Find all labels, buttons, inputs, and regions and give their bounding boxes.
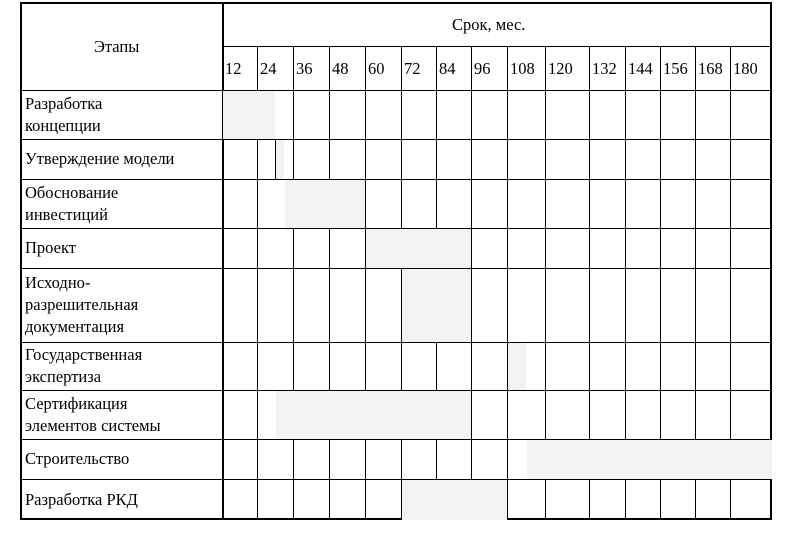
schedule-bar xyxy=(402,269,471,342)
month-column-line xyxy=(329,46,330,520)
schedule-bar xyxy=(508,343,526,390)
stage-label: Строительство xyxy=(25,449,130,468)
month-tick-label: 12 xyxy=(225,59,242,78)
month-column-line xyxy=(471,46,472,520)
schedule-bar xyxy=(276,140,284,179)
month-tick-label: 120 xyxy=(548,59,573,78)
month-tick-label: 84 xyxy=(439,59,456,78)
stage-label: Сертификация xyxy=(25,393,128,413)
month-column-line xyxy=(365,46,366,520)
stage-label: документация xyxy=(25,317,125,336)
month-tick-label: 36 xyxy=(296,59,313,78)
month-tick-label: 180 xyxy=(733,59,758,78)
gantt-table xyxy=(20,2,772,520)
stage-label: Обоснование xyxy=(25,182,119,202)
header-divider xyxy=(222,46,772,47)
month-tick-label: 156 xyxy=(663,59,688,78)
schedule-bar xyxy=(402,480,507,520)
stage-label: элементов системы xyxy=(25,415,161,435)
stage-label: Разработка РКД xyxy=(25,489,138,509)
table-border-left xyxy=(20,2,22,520)
schedule-bar xyxy=(285,180,365,228)
month-tick-label: 72 xyxy=(404,59,421,78)
schedule-bar xyxy=(527,440,772,479)
term-header: Срок, мес. xyxy=(452,15,526,34)
stage-label: Разработка xyxy=(25,93,103,113)
month-column-line xyxy=(293,46,294,520)
stage-label: Исходно- xyxy=(25,273,91,292)
stage-column-divider xyxy=(222,2,224,520)
month-tick-label: 132 xyxy=(592,59,617,78)
stage-label: Государственная xyxy=(25,345,143,364)
stage-label: экспертиза xyxy=(25,367,102,386)
month-tick-label: 144 xyxy=(628,59,653,78)
month-tick-label: 96 xyxy=(474,59,491,78)
month-tick-label: 168 xyxy=(698,59,723,78)
month-tick-label: 24 xyxy=(260,59,277,78)
month-tick-label: 48 xyxy=(332,59,349,78)
stage-label: концепции xyxy=(25,115,101,135)
month-tick-label: 108 xyxy=(510,59,535,78)
stages-header: Этапы xyxy=(94,37,140,56)
stage-label: разрешительная xyxy=(25,295,139,314)
month-column-line xyxy=(507,46,508,520)
schedule-bar xyxy=(366,229,471,268)
stage-label: инвестиций xyxy=(25,204,108,224)
schedule-bar xyxy=(223,91,275,139)
stage-label: Утверждение модели xyxy=(25,149,175,168)
table-border-top xyxy=(20,2,772,4)
schedule-bar xyxy=(276,391,471,439)
month-tick-label: 60 xyxy=(368,59,385,78)
stage-label: Проект xyxy=(25,238,76,257)
